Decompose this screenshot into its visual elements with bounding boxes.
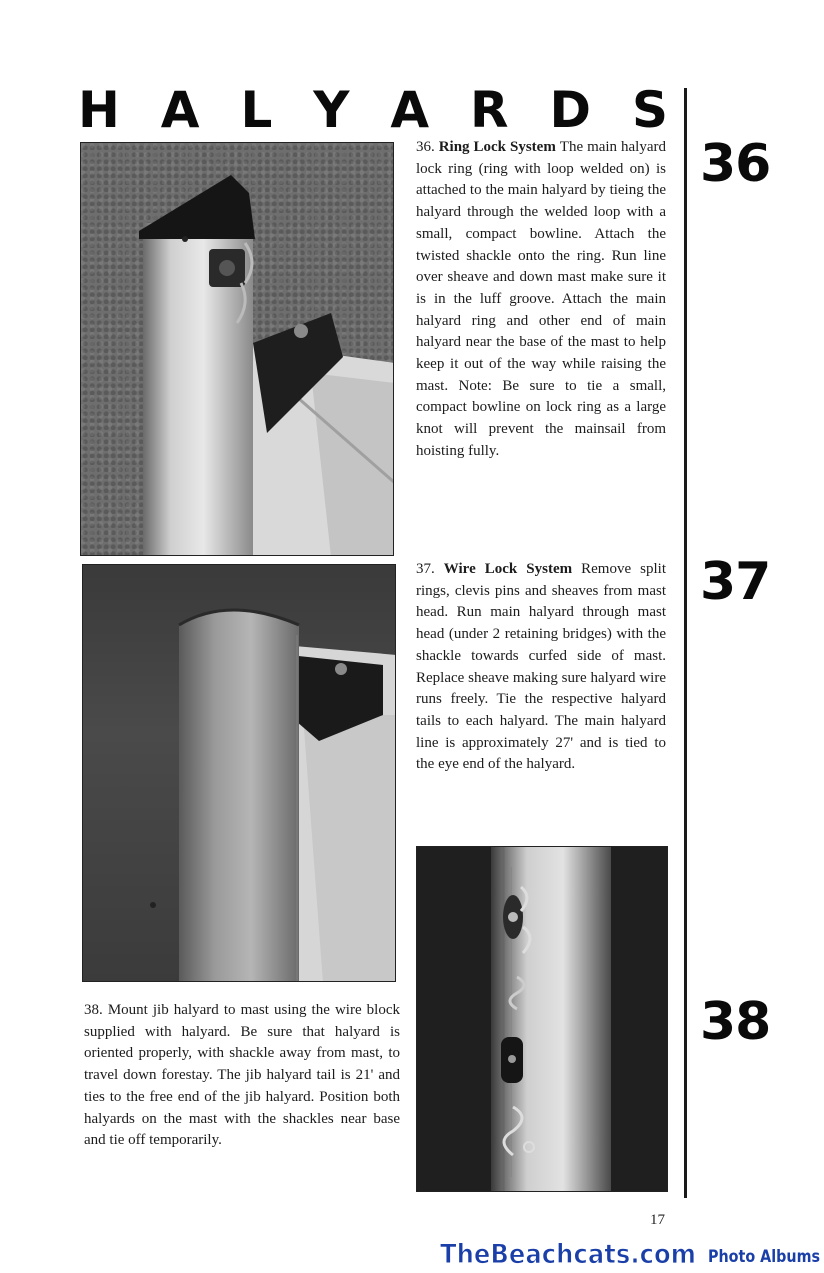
watermark-site-text: TheBeachcats.com	[440, 1239, 696, 1270]
page-number: 17	[650, 1212, 665, 1228]
section-38-text	[84, 1000, 400, 1152]
section-37-label: 37.	[416, 561, 444, 577]
vertical-divider	[684, 88, 687, 1198]
title-letter: L	[240, 81, 273, 139]
wire-block-illustration	[417, 847, 668, 1192]
photo-ring-lock-mast-head	[80, 142, 394, 556]
section-37-text	[416, 559, 666, 776]
watermark-logo-graphic	[438, 1236, 824, 1270]
section-37-heading: Wire Lock System	[443, 561, 582, 577]
title-letter: D	[549, 81, 592, 139]
thebeachcats-watermark-logo	[438, 1236, 824, 1270]
section-number-38: 38	[700, 992, 771, 1052]
section-37-body: Remove split rings, clevis pins and sheaves from mast head. Run main halyard through mast head (under 2 retaining bridges) with the shackle towards curfed side of mast. Replace sheave making sure halyard wire runs freely. Tie the respective halyard tails to each halyard. The main halyard line is approximately 27' and is tied to the eye end of the halyard.	[416, 561, 666, 773]
title-letter: A	[160, 81, 200, 139]
section-36-body: The main halyard lock ring (ring with loop welded on) is attached to the main halyard by tieing the halyard through the welded loop with a small, compact bowline. Attach the twisted shackle onto the ring. Run line over sheave and down mast make sure it is in the luff groove. Attach the main halyard ring and other end of main halyard near the base of the mast to help keep it out of the way while raising the mast. Note: Be sure to tie a small, compact bowline on lock ring as a large knot will prevent the mainsail from hoisting fully.	[416, 139, 666, 459]
photo-jib-halyard-block	[416, 846, 668, 1192]
section-36-heading: Ring Lock System	[438, 139, 560, 155]
title-letter: H	[78, 81, 120, 139]
page-title	[78, 81, 668, 139]
mast-head-illustration	[81, 143, 394, 556]
title-letter: S	[631, 81, 668, 139]
section-36-text	[416, 137, 666, 463]
section-number-37: 37	[700, 552, 771, 612]
section-38-body: 38. Mount jib halyard to mast using the wire block supplied with halyard. Be sure that halyard is oriented properly, with shackle away from mast, to travel down forestay. The jib halyard tail is 21' and ties to the free end of the jib halyard. Position both halyards on the mast with the shackles near base and tie off temporarily.	[84, 1002, 400, 1149]
watermark-suffix-text: Photo Albums	[708, 1247, 820, 1267]
title-letter: A	[390, 81, 430, 139]
section-number-36: 36	[700, 134, 771, 194]
photo-wire-lock-mast	[82, 564, 396, 982]
mast-sail-illustration	[83, 565, 396, 982]
title-letter: R	[470, 81, 509, 139]
title-letter: Y	[313, 81, 350, 139]
section-36-label: 36.	[416, 139, 439, 155]
